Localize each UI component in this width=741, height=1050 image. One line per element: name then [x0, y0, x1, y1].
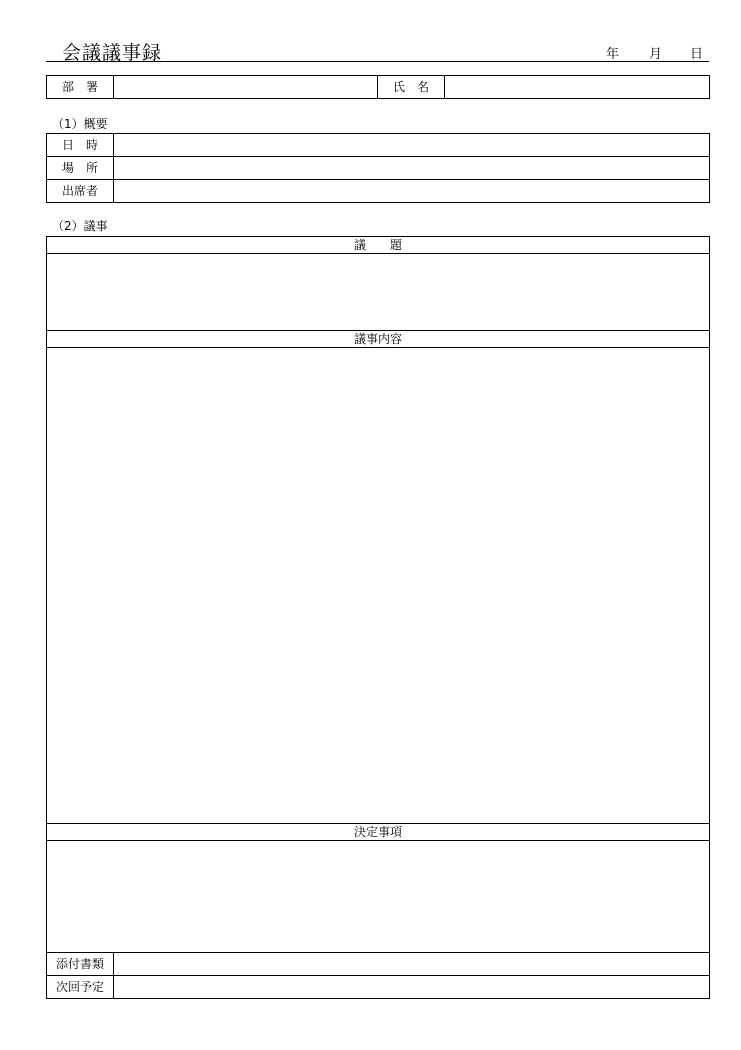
agenda-header: 議 題: [47, 237, 710, 254]
attendees-field[interactable]: [114, 180, 710, 203]
footer-table: [46, 952, 710, 999]
decisions-header: 決定事項: [47, 824, 710, 841]
proceedings-table: [46, 236, 710, 953]
place-field[interactable]: [114, 157, 710, 180]
summary-table: [46, 133, 710, 203]
department-label: 部 署: [47, 76, 114, 99]
agenda-field[interactable]: [47, 254, 710, 331]
summary-heading: （1）概要: [52, 117, 108, 131]
attachments-field[interactable]: [114, 953, 710, 976]
decisions-field[interactable]: [47, 841, 710, 953]
datetime-field[interactable]: [114, 134, 710, 157]
proceedings-heading: （2）議事: [52, 219, 108, 233]
next-schedule-field[interactable]: [114, 976, 710, 999]
name-label: 氏 名: [378, 76, 445, 99]
department-field[interactable]: [114, 76, 378, 99]
day-label: 日: [690, 47, 704, 62]
header-table: [46, 75, 710, 99]
attachments-label: 添付書類: [47, 953, 114, 976]
next-schedule-label: 次回予定: [47, 976, 114, 999]
content-header: 議事内容: [47, 331, 710, 348]
document-title: 会議議事録: [62, 42, 163, 64]
place-label: 場 所: [47, 157, 114, 180]
content-field[interactable]: [47, 348, 710, 824]
attendees-label: 出席者: [47, 180, 114, 203]
year-label: 年: [606, 47, 620, 62]
datetime-label: 日 時: [47, 134, 114, 157]
month-label: 月: [649, 47, 663, 62]
name-field[interactable]: [445, 76, 710, 99]
